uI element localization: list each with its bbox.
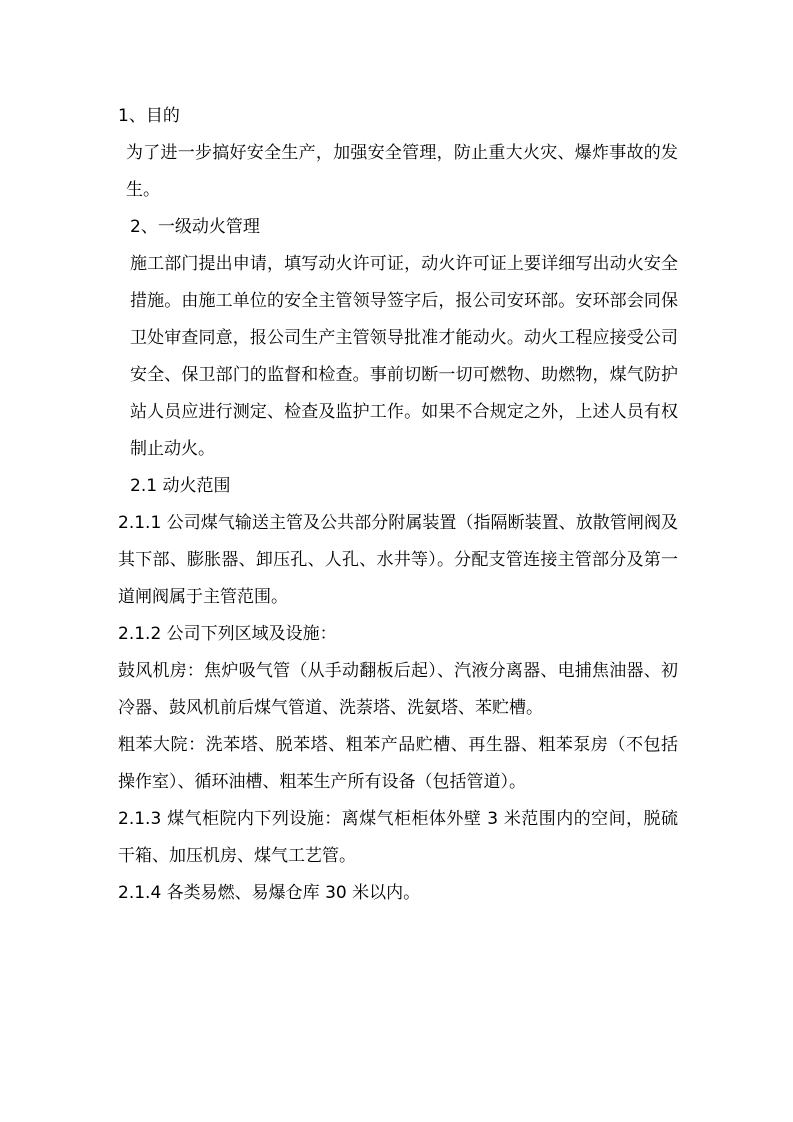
paragraph-purpose: 为了进一步搞好安全生产，加强安全管理，防止重大火灾、爆炸事故的发生。	[126, 143, 678, 200]
paragraph-level1-hot-work: 施工部门提出申请，填写动火许可证，动火许可证上要详细写出动火安全措施。由施工单位的安全主管领导签字后，报公司安环部。安环部会同保卫处审查同意，报公司生产主管领导批准才能动火。动火工程应接受公司安全、保卫部门的监督和检查。事前切断一切可燃物、助燃物，煤气防护站人员应进行测定、检查及监护工作。如果不合规定之外，上述人员有权制止动火。	[130, 254, 678, 459]
section-heading-purpose: 1、目的	[118, 106, 180, 126]
paragraph-2-1-1: 2.1.1 公司煤气输送主管及公共部分附属装置（指隔断装置、放散管闸阀及其下部、膨胀器、卸压孔、人孔、水井等）。分配支管连接主管部分及第一道闸阀属于主管范围。	[118, 513, 678, 607]
paragraph-blower-room: 鼓风机房：焦炉吸气管（从手动翻板后起）、汽液分离器、电捕焦油器、初冷器、鼓风机前后煤气管道、洗萘塔、洗氨塔、苯贮槽。	[118, 661, 678, 718]
section-heading-level1-hot-work: 2、一级动火管理	[130, 217, 260, 237]
section-heading-hot-work-scope: 2.1 动火范围	[130, 476, 231, 496]
paragraph-2-1-3: 2.1.3 煤气柜院内下列设施：离煤气柜柜体外壁 3 米范围内的空间，脱硫干箱、加压机房、煤气工艺管。	[118, 809, 678, 866]
document-body	[118, 98, 678, 912]
paragraph-crude-benzene-yard: 粗苯大院：洗苯塔、脱苯塔、粗苯产品贮槽、再生器、粗苯泵房（不包括操作室）、循环油槽、粗苯生产所有设备（包括管道）。	[118, 735, 678, 792]
paragraph-2-1-2: 2.1.2 公司下列区域及设施：	[118, 624, 337, 644]
paragraph-2-1-4: 2.1.4 各类易燃、易爆仓库 30 米以内。	[118, 883, 421, 903]
